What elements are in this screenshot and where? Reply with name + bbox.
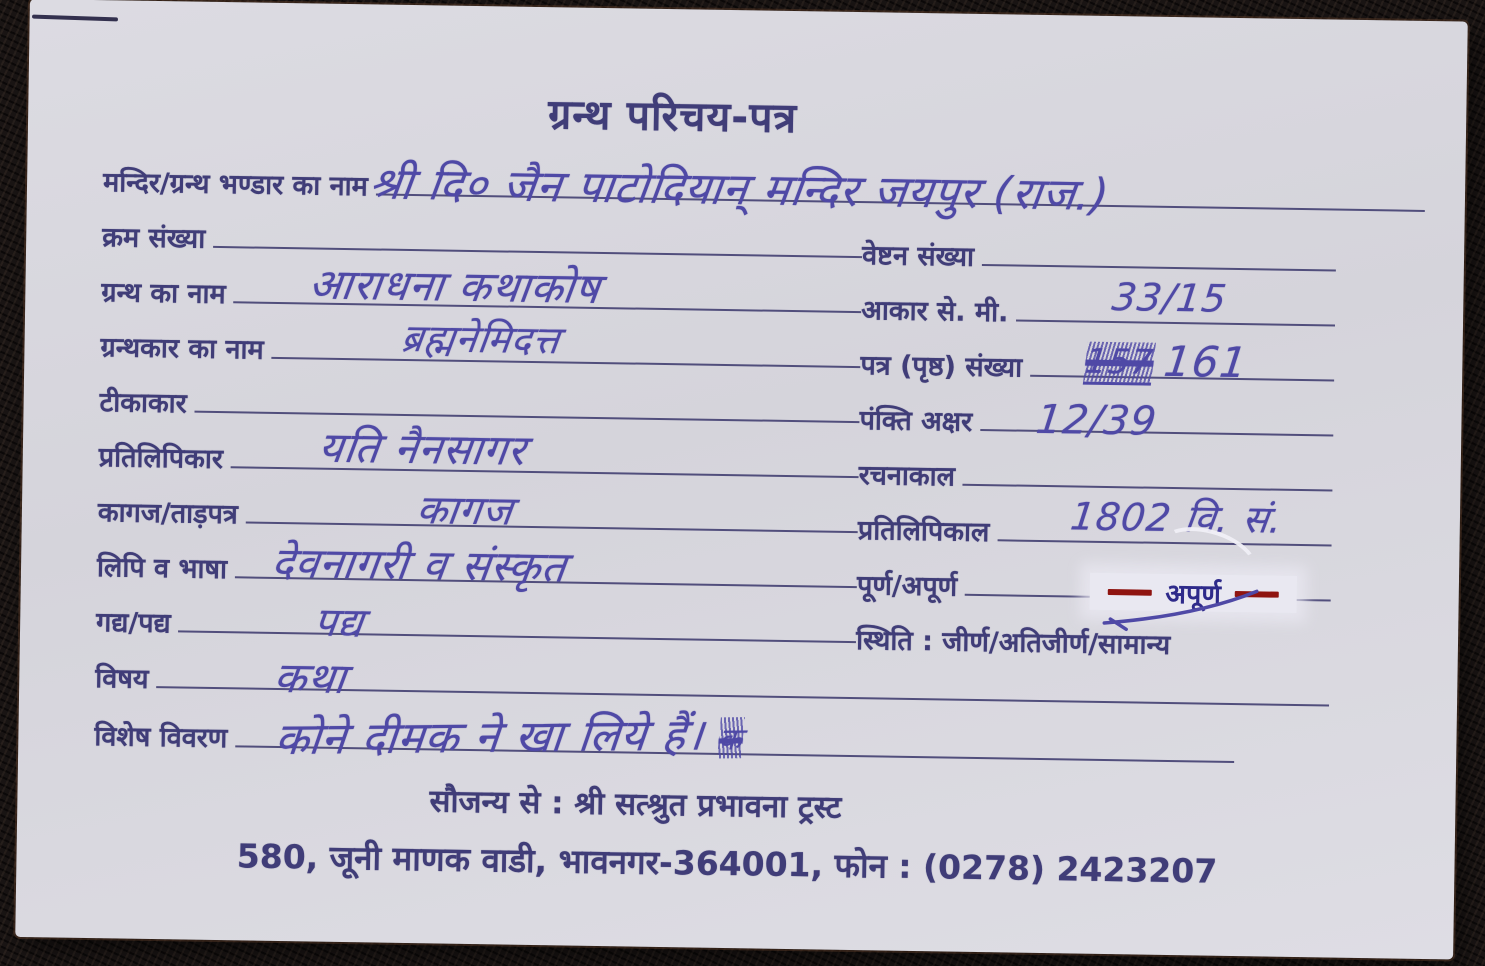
handwritten-granthkar: ब्रह्मनेमिदत्त [398,315,563,363]
tick-mark-icon [1100,585,1261,632]
right-column [856,216,1425,665]
field-label-aakar: आकार से. मी. [861,295,1009,329]
ruled-line [980,396,1333,445]
field-row-pankti-akshar [859,381,1334,443]
address-line: 580, जूनी माणक वाडी, भावनगर-364001, फोन : (0278) 2423207 [236,836,1218,891]
scribble-strikeout-letter: क [717,717,745,758]
handwritten-patra-sankhya: 161 [1161,336,1252,388]
vivaran-text: कोने दीमक ने खा लिये हैं। [272,709,707,766]
field-row-pratilipikal [858,491,1333,553]
handwritten-granth-name: आराधना कथाकोष [306,259,603,313]
field-row-aakar [861,271,1336,333]
handwritten-lipi-bhasha: देवनागरी व संस्कृत [269,537,570,592]
scribble-strikeout: 157 [1082,342,1155,386]
catalog-card [15,0,1468,959]
field-label-mandir: मन्दिर/ग्रन्थ भण्डार का नाम [102,167,369,203]
ruled-line [1030,336,1334,388]
field-label-vivaran: विशेष विवरण [94,721,228,755]
handwritten-aakar: 33/15 [1109,275,1230,321]
field-label-granthkar: ग्रन्थकार का नाम [100,332,264,366]
field-label-tikakar: टीकाकार [99,387,187,420]
field-label-patra: पत्र (पृष्ठ) संख्या [860,350,1023,384]
field-label-purn: पूर्ण/अपूर्ण [856,570,958,603]
handwritten-pratilipikal: 1802 वि. सं. [1068,494,1286,542]
field-label-kagaj: कागज/ताड़पत्र [97,497,239,531]
ruled-line [982,264,1336,272]
ruled-line [1016,275,1335,327]
field-label-pratilipikar: प्रतिलिपिकार [98,442,224,476]
handwritten-mandir-name: श्री दि० जैन पाटोदियान् मन्दिर जयपुर (राज.) [366,158,1113,221]
field-label-kram: क्रम संख्या [101,222,206,255]
handwritten-vishay: कथा [270,652,349,704]
handwritten-pankti-akshar: 12/39 [1033,396,1160,445]
field-label-vishay: विषय [95,663,149,695]
courtesy-line: सौजन्य से : श्री सत्श्रुत प्रभावना ट्रस्ट [429,783,842,826]
field-label-pratilipikal: प्रतिलिपिकाल [857,515,990,549]
field-row-veshtan-sankhya [862,216,1337,278]
handwritten-kagaj: कागज [414,487,517,535]
field-label-sthiti: स्थिति : जीर्ण/अतिजीर्ण/सामान्य [855,625,1171,661]
field-label-gadya: गद्य/पद्य [95,607,171,640]
card-footer [92,774,1415,896]
field-row-patra-sankhya [860,326,1335,388]
field-label-rachnakal: रचनाकाल [858,460,956,493]
left-column [96,198,863,650]
field-label-lipi: लिपि व भाषा [96,552,228,586]
card-title: ग्रन्थ परिचय-पत्र [547,90,798,143]
handwritten-vivaran [273,702,747,767]
two-column-area [96,198,1425,659]
handwritten-gadya-padya: पद्य [311,599,367,647]
handwritten-pratilipikar: यति नैनसागर [315,422,530,475]
field-label-pankti: पंक्ति अक्षर [859,405,973,438]
apurn-text: अपूर्ण [1165,578,1222,611]
field-label-granth: ग्रन्थ का नाम [101,277,226,311]
field-label-veshtan: वेष्टन संख्या [861,240,975,273]
ruled-line [235,709,1234,766]
handwritten-patra-group [1082,336,1252,388]
